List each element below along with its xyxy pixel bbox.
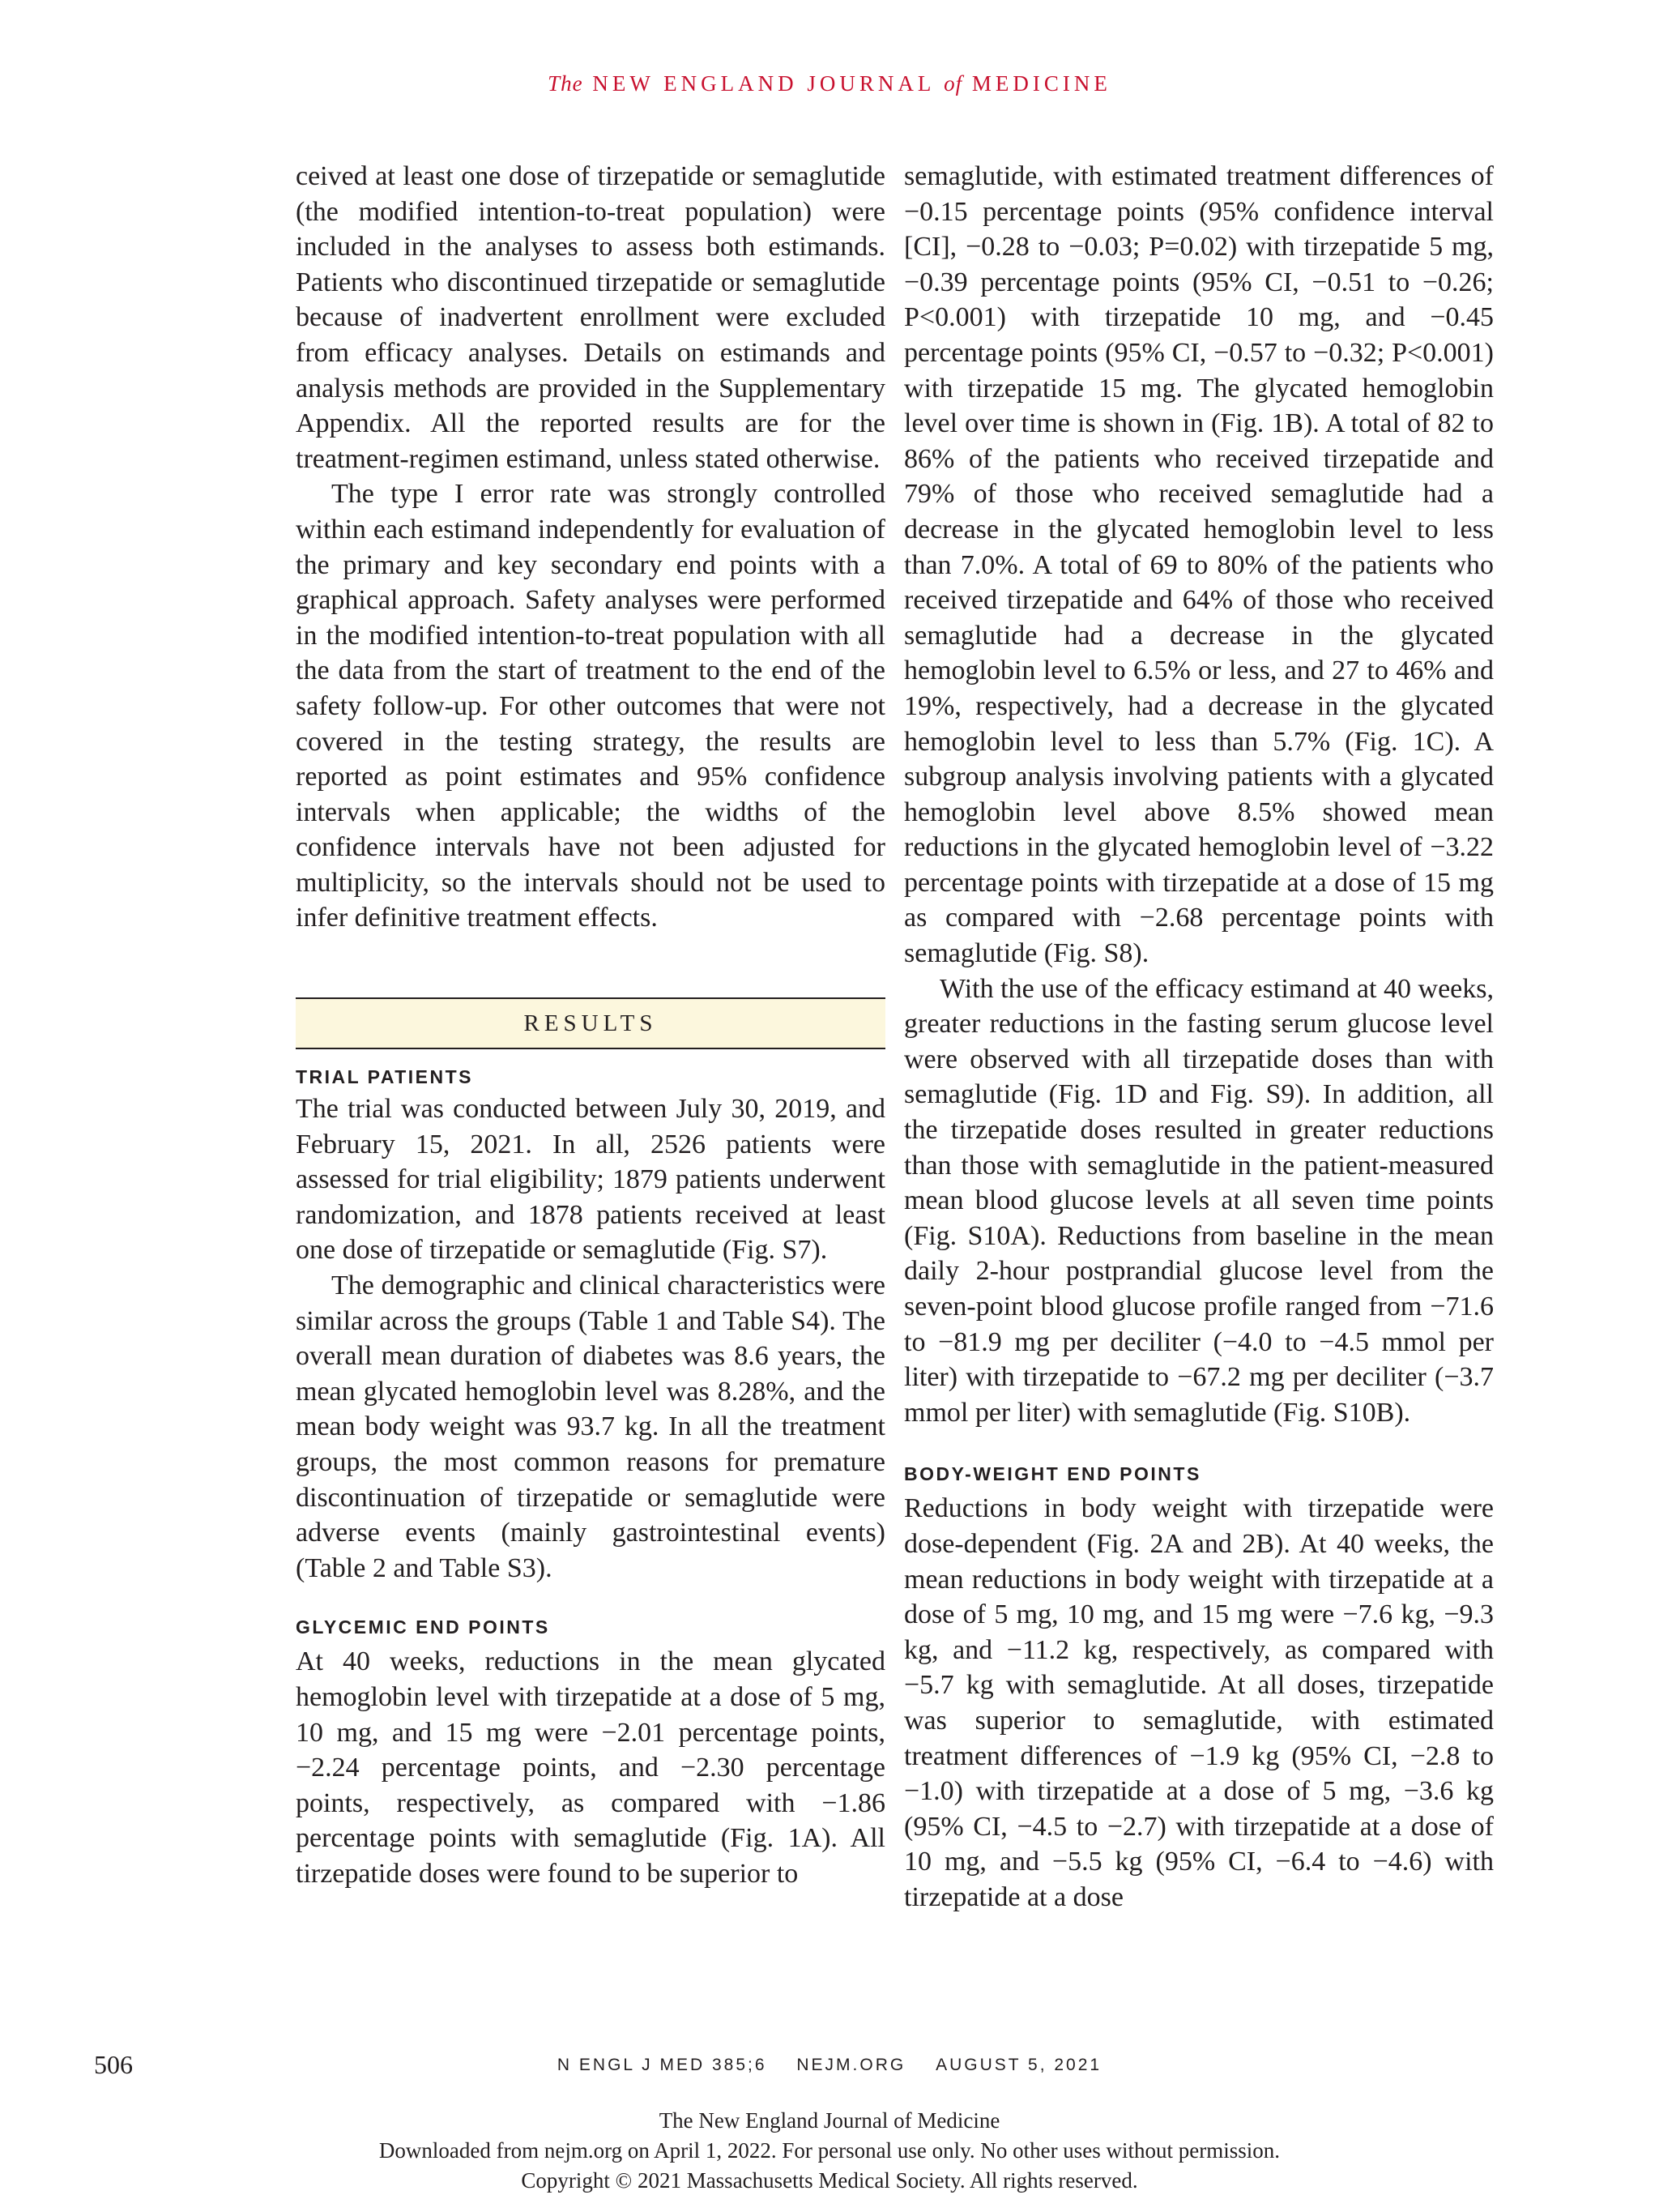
header-medicine: MEDICINE bbox=[971, 71, 1111, 96]
header-the: The bbox=[548, 71, 583, 96]
paragraph-estimands: ceived at least one dose of tirzepatide or semaglutide (the modified intention-to-treat population) were included in the analyses to assess both estimands. Patients who discontinued tirzepatide or semaglutide because of inadvertent enrollment were excluded from efficacy analyses. Details on estimands and analysis methods are provided in the Supplementary Appendix. All the reported results are for the treatment-regimen estimand, unless stated otherwise. bbox=[296, 161, 885, 474]
header-journal-name: NEW ENGLAND JOURNAL bbox=[592, 71, 935, 96]
footer-date: AUGUST 5, 2021 bbox=[936, 2056, 1102, 2074]
footer-website: NEJM.ORG bbox=[796, 2056, 906, 2074]
notice-download-info: Downloaded from nejm.org on April 1, 2022. For personal use only. No other uses without permission. bbox=[378, 2138, 1281, 2163]
footer-citation bbox=[0, 2056, 1659, 2075]
journal-header bbox=[0, 71, 1659, 96]
paragraph-demographics: The demographic and clinical characteristics were similar across the groups (Table 1 and Table S4). The overall mean duration of diabetes was 8.6 years, the mean glycated hemoglobin level was 8.28%, and the mean body weight was 93.7 kg. In all the treatment groups, the most common reasons for premature discontinuation of tirzepatide or semaglutide were adverse events (mainly gastrointestinal events) (Table 2 and Table S3). bbox=[296, 1270, 885, 1583]
paragraph-glycemic-results: At 40 weeks, reductions in the mean glycated hemoglobin level with tirzepatide at a dose of 5 mg, 10 mg, and 15 mg were −2.01 percentage points, −2.24 percentage points, and −2.30 percentage points, respectively, as compared with −1.86 percentage points with semaglutide (Fig. 1A). All tirzepatide doses were found to be superior to bbox=[296, 1646, 885, 1889]
results-section-heading: RESULTS bbox=[296, 997, 885, 1049]
paragraph-efficacy-estimand: With the use of the efficacy estimand at 40 weeks, greater reductions in the fasting serum glucose level were observed with all tirzepatide doses than with semaglutide (Fig. 1D and Fig. S9). In addition, all the tirzepatide doses resulted in greater reductions than those with semaglutide in the patient-measured mean blood glucose levels at all seven time points (Fig. S10A). Reductions from baseline in the mean daily 2-hour postprandial glucose level from the seven-point blood glucose profile ranged from −71.6 to −81.9 mg per deciliter (−4.0 to −4.5 mmol per liter) with tirzepatide to −67.2 mg per deciliter (−3.7 mmol per liter) with semaglutide (Fig. S10B). bbox=[904, 973, 1494, 1428]
footer-journal-abbrev: N ENGL J MED 385;6 bbox=[557, 2056, 767, 2074]
body-weight-end-points-heading: BODY-WEIGHT END POINTS bbox=[904, 1463, 1201, 1485]
glycemic-end-points-heading: GLYCEMIC END POINTS bbox=[296, 1616, 550, 1638]
page-number: 506 bbox=[94, 2050, 133, 2079]
right-column bbox=[904, 159, 1494, 1915]
download-notice bbox=[0, 2106, 1659, 2196]
paragraph-trial-conduct: The trial was conducted between July 30, 2019, and February 15, 2021. In all, 2526 patients were assessed for trial eligibility; 1879 patients underwent randomization, and 1878 patients received at least one dose of tirzepatide or semaglutide (Fig. S7). bbox=[296, 1094, 885, 1266]
notice-journal-name: The New England Journal of Medicine bbox=[659, 2108, 1000, 2133]
paragraph-treatment-differences: semaglutide, with estimated treatment differences of −0.15 percentage points (95% confidence interval [CI], −0.28 to −0.03; P=0.02) with tirzepatide 5 mg, −0.39 percentage points (95% CI, −0.51 to −0.26; P<0.001) with tirzepatide 10 mg, and −0.45 percentage points (95% CI, −0.57 to −0.32; P<0.001) with tirzepatide 15 mg. The glycated hemoglobin level over time is shown in (Fig. 1B). A total of 82 to 86% of the patients who received tirzepatide and 79% of those who received semaglutide had a decrease in the glycated hemoglobin level to less than 7.0%. A total of 69 to 80% of the patients who received tirzepatide and 64% of those who received semaglutide had a decrease in the glycated hemoglobin level to 6.5% or less, and 27 to 46% and 19%, respectively, had a decrease in the glycated hemoglobin level to less than 5.7% (Fig. 1C). A subgroup analysis involving patients with a glycated hemoglobin level above 8.5% showed mean reductions in the glycated hemoglobin level of −3.22 percentage points with tirzepatide at a dose of 15 mg as compared with −2.68 percentage points with semaglutide (Fig. S8). bbox=[904, 161, 1494, 969]
header-of: of bbox=[944, 71, 963, 96]
notice-copyright: Copyright © 2021 Massachusetts Medical Society. All rights reserved. bbox=[521, 2168, 1138, 2193]
left-column bbox=[296, 159, 885, 1892]
paragraph-body-weight: Reductions in body weight with tirzepatide were dose-dependent (Fig. 2A and 2B). At 40 weeks, the mean reductions in body weight with tirzepatide at a dose of 5 mg, 10 mg, and 15 mg were −7.6 kg, −9.3 kg, and −11.2 kg, respectively, as compared with −5.7 kg with semaglutide. At all doses, tirzepatide was superior to semaglutide, with estimated treatment differences of −1.9 kg (95% CI, −2.8 to −1.0) with tirzepatide at a dose of 5 mg, −3.6 kg (95% CI, −4.5 to −2.7) with tirzepatide at a dose of 10 mg, and −5.5 kg (95% CI, −6.4 to −4.6) with tirzepatide at a dose bbox=[904, 1493, 1494, 1912]
trial-patients-heading: TRIAL PATIENTS bbox=[296, 1066, 473, 1088]
paragraph-error-rate: The type I error rate was strongly controlled within each estimand independently for evaluation of the primary and key secondary end points with a graphical approach. Safety analyses were performed in the modified intention-to-treat population with all the data from the start of treatment to the end of the safety follow-up. For other outcomes that were not covered in the testing strategy, the results are reported as point estimates and 95% confidence intervals when applicable; the widths of the confidence intervals have not been adjusted for multiplicity, so the intervals should not be used to infer definitive treatment effects. bbox=[296, 479, 885, 933]
